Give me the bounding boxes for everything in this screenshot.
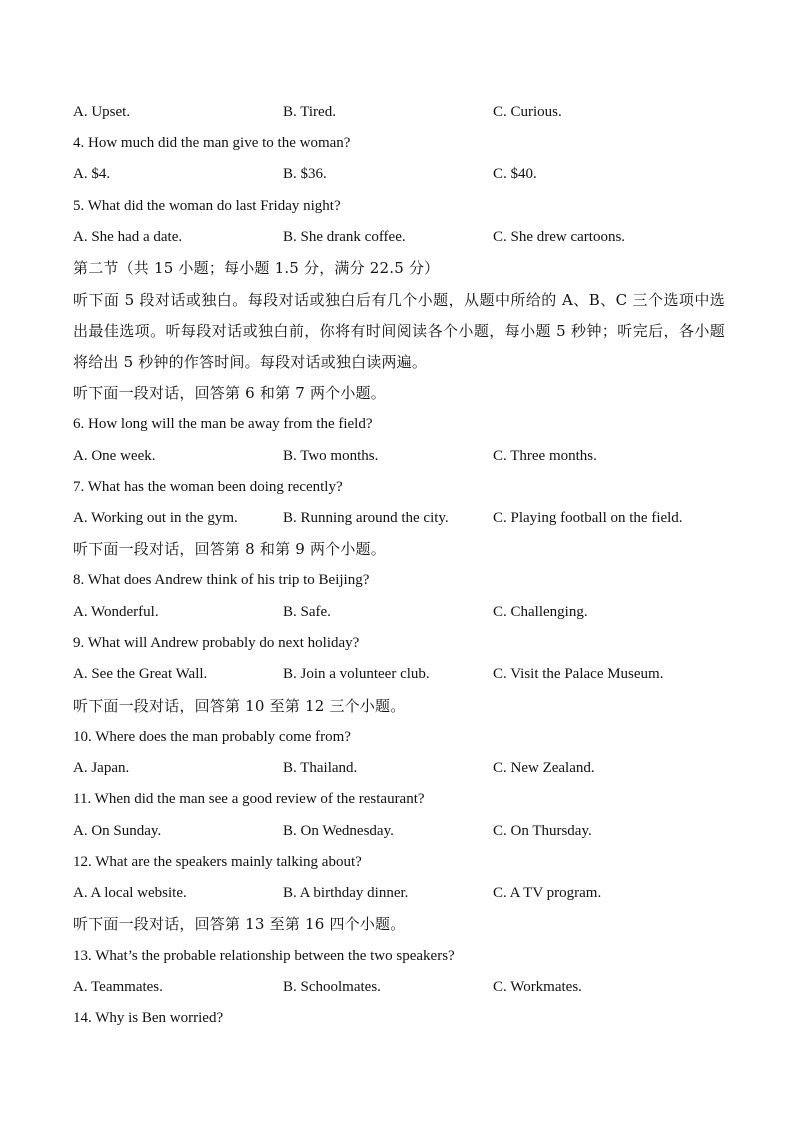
option-b: B. Join a volunteer club. [283,666,430,682]
question-11: 11. When did the man see a good review of the restaurant? [73,791,425,807]
option-c: C. Workmates. [493,979,582,995]
section-title: 第二节（共 15 小题；每小题 1.5 分，满分 22.5 分） [73,259,440,277]
option-b: B. Running around the city. [283,510,449,526]
option-b: B. Schoolmates. [283,979,381,995]
option-a: A. $4. [73,166,111,182]
option-c: C. $40. [493,166,537,182]
question-5: 5. What did the woman do last Friday night? [73,198,341,214]
question-8: 8. What does Andrew think of his trip to Beijing? [73,572,370,588]
option-c: C. A TV program. [493,885,602,901]
question-10: 10. Where does the man probably come from? [73,729,351,745]
options-row-q3 [73,101,733,123]
listening-prompt: 听下面一段对话，回答第 6 和第 7 两个小题。 [73,384,386,402]
option-a: A. Japan. [73,760,130,776]
options-row-q9 [73,663,733,685]
option-c: C. Playing football on the field. [493,510,683,526]
listening-prompt: 听下面一段对话，回答第 13 至第 16 四个小题。 [73,915,406,933]
question-4: 4. How much did the man give to the woman? [73,135,351,151]
option-a: A. On Sunday. [73,823,162,839]
options-row-q5 [73,226,733,248]
listening-prompt: 听下面一段对话，回答第 8 和第 9 两个小题。 [73,540,386,558]
option-a: A. Working out in the gym. [73,510,238,526]
options-row-q4 [73,163,733,185]
option-b: B. $36. [283,166,327,182]
option-c: C. New Zealand. [493,760,595,776]
section-instructions: 听下面 5 段对话或独白。每段对话或独白后有几个小题，从题中所给的 A、B、C 三个选项中选出最佳选项。听每段对话或独白前，你将有时间阅读各个小题，每小题 5 秒钟；听完后，各小题将给出 5 秒钟的作答时间。每段对话或独白读两遍。 [73,291,725,371]
option-b: B. On Wednesday. [283,823,394,839]
option-a: A. One week. [73,448,156,464]
option-c: C. Curious. [493,104,562,120]
option-a: A. See the Great Wall. [73,666,208,682]
options-row-q13 [73,976,733,998]
question-6: 6. How long will the man be away from the field? [73,416,373,432]
options-row-q11 [73,820,733,842]
option-c: C. Visit the Palace Museum. [493,666,664,682]
option-a: A. A local website. [73,885,187,901]
question-7: 7. What has the woman been doing recently? [73,479,343,495]
question-13: 13. What’s the probable relationship between the two speakers? [73,948,455,964]
options-row-q6 [73,445,733,467]
option-b: B. Tired. [283,104,336,120]
option-b: B. Thailand. [283,760,358,776]
options-row-q10 [73,757,733,779]
options-row-q12 [73,882,733,904]
option-a: A. Upset. [73,104,131,120]
options-row-q8 [73,601,733,623]
option-c: C. Challenging. [493,604,588,620]
listening-prompt: 听下面一段对话，回答第 10 至第 12 三个小题。 [73,697,406,715]
option-b: B. A birthday dinner. [283,885,409,901]
option-b: B. She drank coffee. [283,229,406,245]
option-a: A. Teammates. [73,979,163,995]
option-b: B. Two months. [283,448,379,464]
question-14: 14. Why is Ben worried? [73,1010,224,1026]
option-c: C. On Thursday. [493,823,592,839]
option-a: A. Wonderful. [73,604,159,620]
question-12: 12. What are the speakers mainly talking about? [73,854,362,870]
question-9: 9. What will Andrew probably do next holiday? [73,635,360,651]
option-c: C. Three months. [493,448,597,464]
option-b: B. Safe. [283,604,331,620]
option-c: C. She drew cartoons. [493,229,626,245]
options-row-q7 [73,507,733,529]
option-a: A. She had a date. [73,229,183,245]
